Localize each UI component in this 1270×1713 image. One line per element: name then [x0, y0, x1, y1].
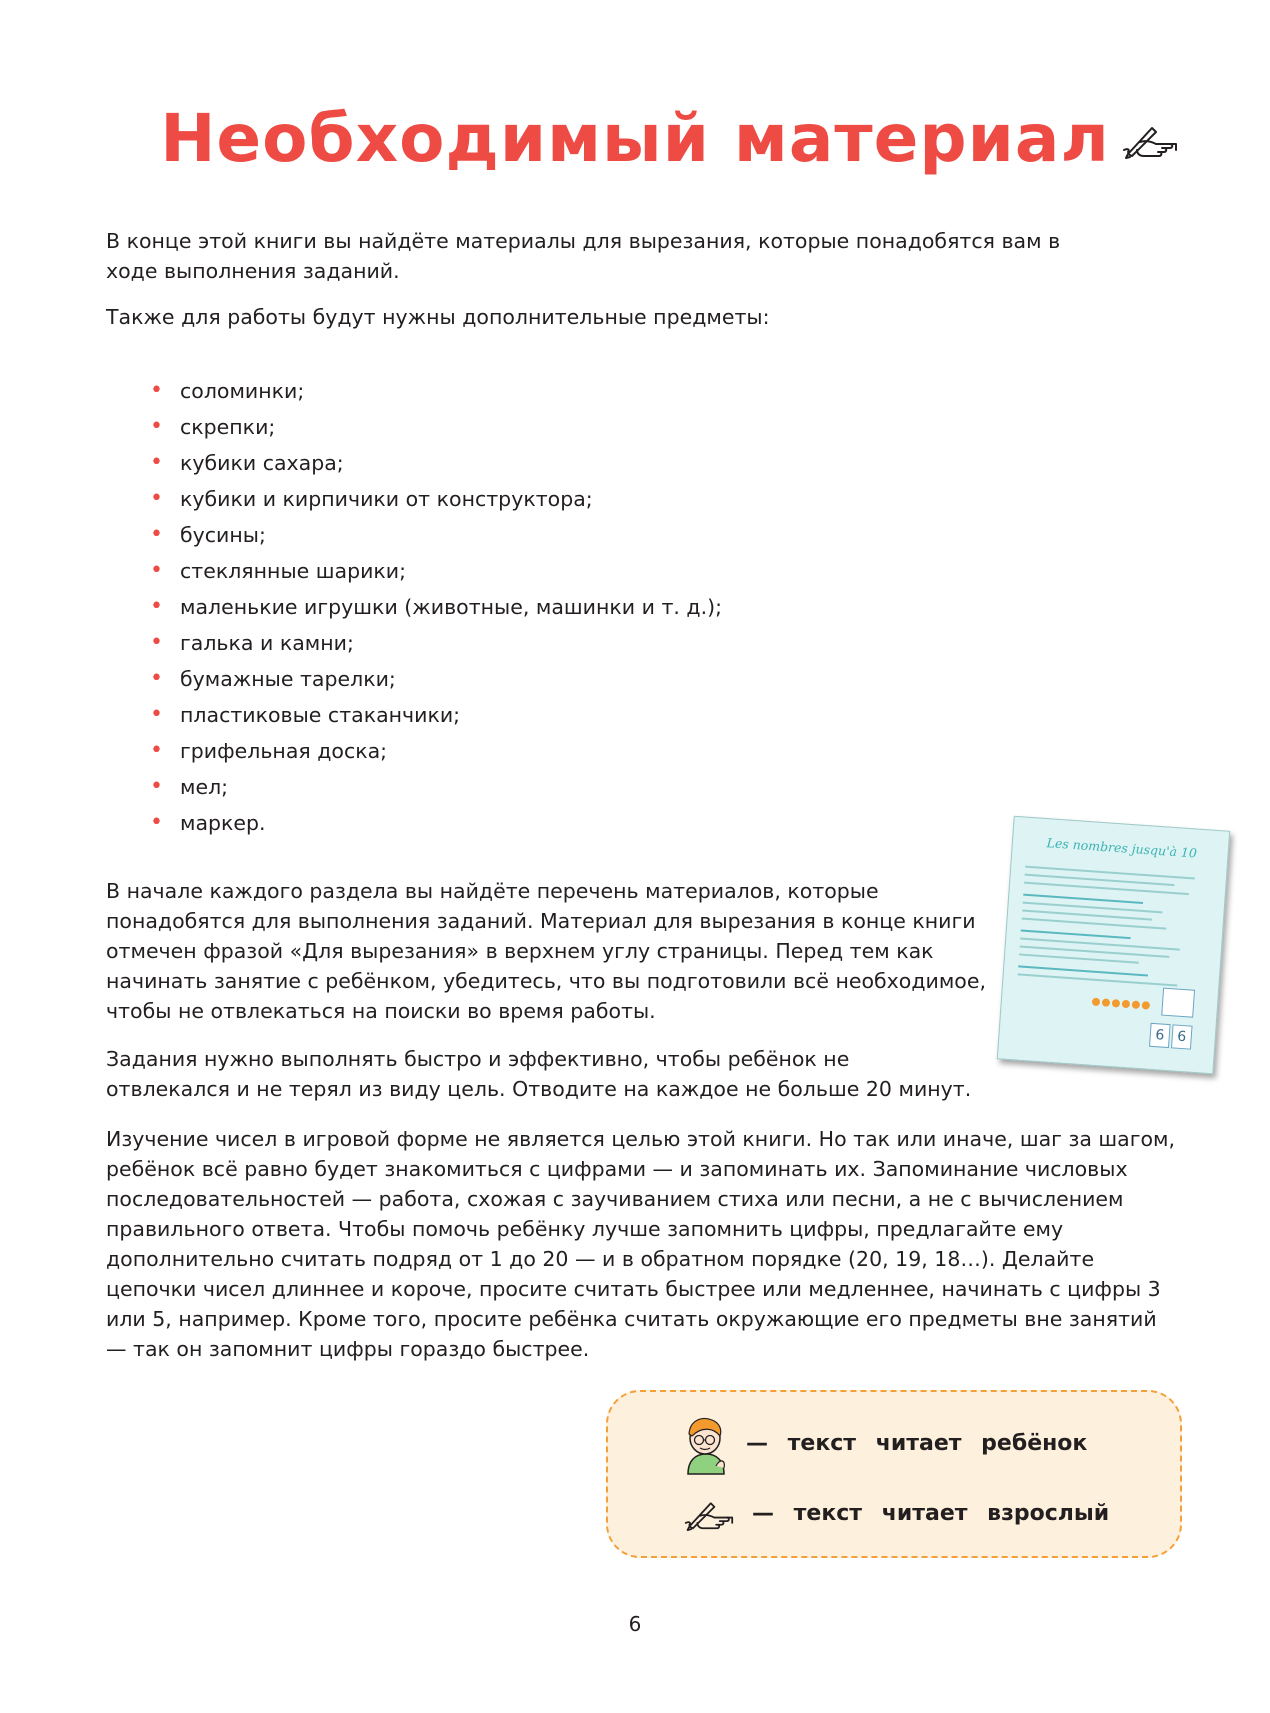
list-item	[150, 805, 722, 841]
reading-legend-box	[606, 1390, 1182, 1558]
writing-hand-icon	[1122, 120, 1178, 160]
list-item-label: мел;	[180, 775, 229, 799]
list-item	[150, 625, 722, 661]
legend-row-adult	[608, 1484, 1184, 1544]
list-item-label: пластиковые стаканчики;	[180, 703, 461, 727]
list-item	[150, 589, 722, 625]
intro-paragraph: В конце этой книги вы найдёте материалы для вырезания, которые понадобятся вам в ходе выполнения заданий.	[106, 229, 1061, 283]
items-intro-paragraph: Также для работы будут нужны дополнительные предметы:	[106, 305, 770, 329]
list-item-label: бумажные тарелки;	[180, 667, 396, 691]
thumbnail-text-line	[1018, 973, 1178, 986]
materials-list	[150, 373, 722, 841]
legend-adult-text: — текст читает взрослый	[752, 1501, 1110, 1526]
bullet-icon: •	[150, 378, 163, 403]
list-item	[150, 481, 722, 517]
sample-page-thumbnail	[997, 816, 1230, 1075]
list-item	[150, 517, 722, 553]
legend-row-child	[608, 1414, 1184, 1474]
list-item-label: кубики сахара;	[180, 451, 344, 475]
section-info-paragraph: В начале каждого раздела вы найдёте перечень материалов, которые понадобятся для выполнения заданий. Материал для вырезания в конце книги отмечен фразой «Для вырезания» в верхнем углу страницы. Перед тем как начинать занятие с ребёнком, убедитесь, что вы подготовили всё необходимое, чтобы не отвлекаться на поиски во время работы.	[106, 879, 986, 1023]
bullet-icon: •	[150, 486, 163, 511]
legend-child-text: — текст читает ребёнок	[746, 1431, 1088, 1456]
bullet-icon: •	[150, 522, 163, 547]
counting-advice-paragraph: Изучение чисел в игровой форме не является целью этой книги. Но так или иначе, шаг за шагом, ребёнок всё равно будет знакомиться с цифрами — и запоминать их. Запоминание числовых последовательностей — работа, схожая с заучиванием стиха или песни, а не с вычислением правильного ответа. Чтобы помочь ребёнку лучше запомнить цифры, предлагайте ему дополнительно считать подряд от 1 до 20 — и в обратном порядке (20, 19, 18…). Делайте цепочки чисел длиннее и короче, просите считать быстрее или медленнее, начинать с цифры 3 или 5, например. Кроме того, просите ребёнка считать окружающие его предметы вне занятий — так он запомнит цифры гораздо быстрее.	[106, 1127, 1176, 1361]
bullet-icon: •	[150, 702, 163, 727]
page-title: Необходимый материал	[160, 100, 1110, 177]
bullet-icon: •	[150, 558, 163, 583]
thumbnail-digit-box: 6	[1171, 1024, 1193, 1049]
bullet-icon: •	[150, 630, 163, 655]
page-number: 6	[628, 1612, 642, 1636]
list-item-label: скрепки;	[180, 415, 276, 439]
list-item	[150, 733, 722, 769]
list-item-label: бусины;	[180, 523, 266, 547]
thumbnail-text-line	[1019, 953, 1139, 963]
bullet-icon: •	[150, 450, 163, 475]
bullet-icon: •	[150, 666, 163, 691]
list-item-label: кубики и кирпичики от конструктора;	[180, 487, 593, 511]
list-item-label: грифельная доска;	[180, 739, 388, 763]
list-item-label: галька и камни;	[180, 631, 354, 655]
bullet-icon: •	[150, 738, 163, 763]
bullet-icon: •	[150, 414, 163, 439]
list-item	[150, 553, 722, 589]
list-item	[150, 769, 722, 805]
bullet-icon: •	[150, 774, 163, 799]
thumbnail-image-box	[1161, 988, 1195, 1018]
list-item-label: соломинки;	[180, 379, 305, 403]
list-item	[150, 373, 722, 409]
list-item-label: маленькие игрушки (животные, машинки и т. д.);	[180, 595, 723, 619]
thumbnail-digit-box: 6	[1149, 1023, 1171, 1048]
bullet-icon: •	[150, 810, 163, 835]
list-item	[150, 445, 722, 481]
thumbnail-title: Les nombres jusqu'à 10	[1046, 835, 1198, 861]
list-item	[150, 661, 722, 697]
child-reading-icon	[680, 1414, 732, 1476]
list-item-label: маркер.	[180, 811, 266, 835]
writing-hand-icon	[684, 1496, 734, 1532]
bullet-icon: •	[150, 594, 163, 619]
list-item	[150, 409, 722, 445]
timing-paragraph: Задания нужно выполнять быстро и эффективно, чтобы ребёнок не отвлекался и не терял из виду цель. Отводите на каждое не больше 20 минут.	[106, 1047, 972, 1101]
list-item-label: стеклянные шарики;	[180, 559, 407, 583]
thumbnail-dots	[1091, 991, 1152, 1014]
list-item	[150, 697, 722, 733]
